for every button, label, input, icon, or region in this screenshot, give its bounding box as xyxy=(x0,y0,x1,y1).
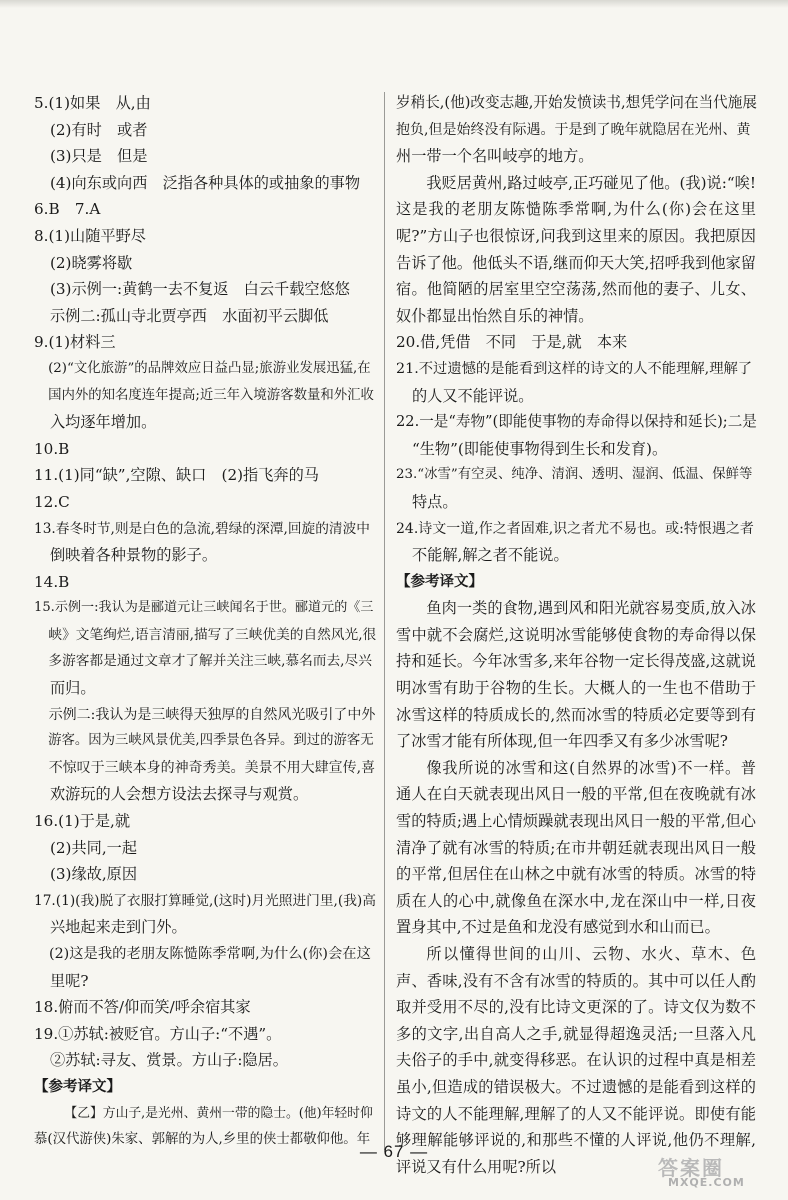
answer-line: (2)共同,一起 xyxy=(49,838,138,857)
watermark-logo xyxy=(658,1152,774,1192)
answer-line: 游客。因为三峡风景优美,四季景色各异。到过的游客无 xyxy=(48,733,374,749)
answer-line: 16.(1)于是,就 xyxy=(34,812,131,831)
answer-line: (3)示例一:黄鹤一去不复返 白云千载空悠悠 xyxy=(49,280,350,299)
answer-line: (2)这是我的老朋友陈慥陈季常啊,为什么(你)会在这 xyxy=(49,946,371,962)
answer-line: 6.B 7.A xyxy=(34,200,101,219)
answer-line: 特点。 xyxy=(411,492,458,511)
reference-paragraph: 所以懂得世间的山川、云物、水火、草木、色声、香味,没有不含有冰雪的特质的。其中可以任人酌取并受用不尽的,没有比诗文更深的了。诗文仅为数不多的文字,出自高人之手,就显得超逸灵活;一旦落入凡夫俗子的手中,就变得移恶。在认识的过程中真是相差虽小,但造成的错误极大。不过遗憾的是能看到这样的诗文的人不能理解,理解了的人又不能评说。即使有能够理解能够评说的,和那些不懂的人评说,他仍不理解,评说又有什么用呢?所以 xyxy=(396,945,756,1176)
answer-line: (3)缘故,原因 xyxy=(49,865,138,884)
answer-line: 15.示例一:我认为是郦道元让三峡闻名于世。郦道元的《三 xyxy=(34,600,374,616)
answer-line: 24.诗文一道,作之者固难,识之者尤不易也。或:特恨遇之者 xyxy=(396,520,754,537)
reference-paragraph: 鱼肉一类的食物,遇到风和阳光就容易变质,放入冰雪中就不会腐烂,这说明冰雪能够使食物的寿命得以保持和延长。今年冰雪多,来年谷物一定长得茂盛,这就说明冰雪有助于谷物的生长。大概人的一生也不借助于冰雪这样的特质成长的,然而冰雪的特质必定要等到有了冰雪才能有所体现,但一年四季又有多少冰雪呢? xyxy=(396,599,756,751)
answer-line: 而归。 xyxy=(49,679,96,698)
answer-line: 23.“冰雪”有空灵、纯净、清润、透明、湿润、低温、保鲜等 xyxy=(396,467,753,483)
top-edge-shadow xyxy=(0,0,788,8)
answer-line: 9.(1)材料三 xyxy=(34,333,116,352)
answer-line: 20.借,凭借 不同 于是,就 本来 xyxy=(396,333,628,352)
answer-line: 示例二:孤山寺北贾亭西 水面初平云脚低 xyxy=(49,306,329,325)
answer-line: (2)晓雾将歇 xyxy=(49,253,133,272)
translation-continued-line: 岁稍长,(他)改变志趣,开始发愤读书,想凭学问在当代施展 xyxy=(396,94,757,111)
right-answer-list xyxy=(396,329,756,568)
answer-line: “生物”(即能使事物得到生长和发育)。 xyxy=(411,439,668,458)
answer-line: 22.一是“寿物”(即能使事物的寿命得以保持和延长);二是 xyxy=(396,413,757,431)
answer-line: 里呢? xyxy=(49,971,89,990)
answer-line: (3)只是 但是 xyxy=(49,147,148,166)
answer-line: (2)“文化旅游”的品牌效应日益凸显;旅游业发展迅猛,在 xyxy=(48,360,371,376)
answer-line: 示例二:我认为是三峡得天独厚的自然风光吸引了中外 xyxy=(48,706,376,723)
answer-line: 兴地起来走到门外。 xyxy=(49,918,187,937)
watermark-mark: 答案圈 xyxy=(658,1156,724,1180)
translation-continued-line: 州一带一个名叫岐亭的地方。 xyxy=(396,147,594,166)
answer-line: 国内外的知名度连年提高;近三年入境游客数量和外汇收 xyxy=(48,387,374,403)
answer-line: 21.不过遗憾的是能看到这样的诗文的人不能理解,理解了 xyxy=(396,360,753,377)
answer-line: 不能解,解之者不能说。 xyxy=(411,546,569,565)
left-reference-line: 慕(汉代游侠)朱家、郭解的为人,乡里的侠士都敬仰他。年 xyxy=(34,1132,371,1148)
left-reference-line: 【乙】方山子,是光州、黄州一带的隐士。(他)年轻时仰 xyxy=(64,1105,373,1121)
column-divider xyxy=(384,92,385,1150)
right-column xyxy=(396,90,756,1180)
answer-line: 10.B xyxy=(34,439,70,458)
reference-paragraph: 像我所说的冰雪和这(自然界的冰雪)不一样。普通人在白天就表现出风日一般的平常,但在夜晚就有冰雪的特质;遇上心情烦躁就表现出风日一般的平常,但心清净了就有冰雪的特质;在市井朝廷就表现出风日一般的平常,但居住在山林之中就有冰雪的特质。冰雪的特质在人的心中,就像鱼在深水中,龙在深山中一样,日夜置身其中,不过是鱼和龙没有感觉到水和山而已。 xyxy=(396,758,756,937)
answer-line: 5.(1)如果 从,由 xyxy=(34,94,151,112)
right-reference-title: 【参考译文】 xyxy=(396,573,483,590)
answer-line: 峡》文笔绚烂,语言清丽,描写了三峡优美的自然风光,很 xyxy=(48,626,377,643)
translation-continued-line: 抱负,但是始终没有际遇。于是到了晚年就隐居在光州、黄 xyxy=(396,121,751,138)
answer-line: 不惊叹于三峡本身的神奇秀美。美景不用大肆宣传,喜 xyxy=(48,759,376,776)
answer-line: 多游客都是通过文章才了解并关注三峡,慕名而去,尽兴 xyxy=(48,653,372,670)
answer-line: 18.俯而不答/仰而笑/呼余宿其家 xyxy=(34,998,251,1017)
answer-line: 11.(1)同“缺”,空隙、缺口 (2)指飞奔的马 xyxy=(34,466,319,485)
left-answer-list xyxy=(34,90,376,1074)
answer-line: 13.春冬时节,则是白色的急流,碧绿的深潭,回旋的清波中 xyxy=(34,520,370,537)
answer-line: 欢游玩的人会想方设法去探寻与观赏。 xyxy=(49,785,309,804)
answer-line: 倒映着各种景物的影子。 xyxy=(49,546,218,565)
answer-line: (4)向东或向西 泛指各种具体的或抽象的事物 xyxy=(49,173,361,192)
answer-line: (2)有时 或者 xyxy=(49,120,148,139)
answer-line: ②苏轼:寻友、赏景。方山子:隐居。 xyxy=(49,1051,288,1070)
answer-line: 14.B xyxy=(34,572,70,591)
answer-line: 17.(1)(我)脱了衣服打算睡觉,(这时)月光照进门里,(我)高 xyxy=(34,892,376,909)
answer-line: 12.C xyxy=(34,492,70,511)
answer-line: 入均逐年增加。 xyxy=(49,413,157,432)
answer-line: 的人又不能评说。 xyxy=(411,386,534,405)
answer-line: 19.①苏轼:被贬官。方山子:“不遇”。 xyxy=(34,1024,282,1043)
watermark-url: MXQE.COM xyxy=(668,1176,745,1189)
translation-paragraph: 我贬居黄州,路过岐亭,正巧碰见了他。(我)说:“唉!这是我的老朋友陈慥陈季常啊,为什么(你)会在这里呢?”方山子也很惊讶,问我到这里来的原因。我把原因告诉了他。他低头不语,继而仰天大笑,招呼我到他家留宿。他简陋的居室里空空荡荡,然而他的妻子、儿女、奴仆都显出怡然自乐的神情。 xyxy=(396,173,756,325)
page-number: — 67 — xyxy=(359,1142,429,1161)
answer-line: 8.(1)山随平野尽 xyxy=(34,226,146,245)
left-reference-title: 【参考译文】 xyxy=(34,1078,121,1095)
left-column xyxy=(34,90,376,1154)
